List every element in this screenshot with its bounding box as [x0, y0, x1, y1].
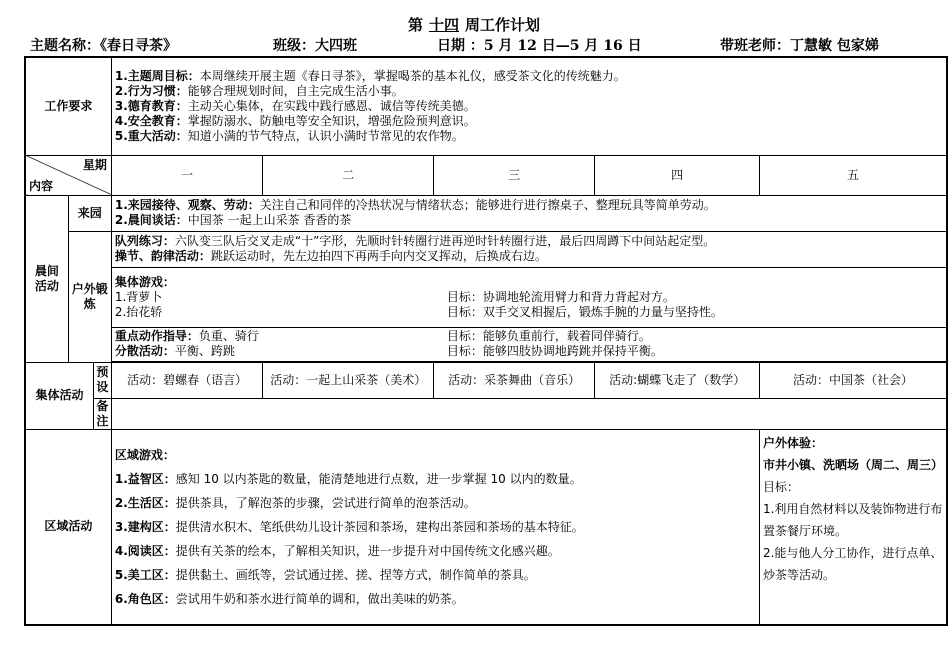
weekday-wed: 三: [433, 155, 595, 195]
area-games: 区域游戏： 1.益智区：感知 10 以内茶匙的数量，能清楚地进行点数，进一步掌握 10 以内的数量。 2.生活区：提供茶具，了解泡茶的步骤，尝试进行简单的泡茶活动。 3.建构区：提供清水积木、笔纸供幼儿设计茶园和茶场，建构出茶园和茶场的基本特征。 4.阅读区：提供有关茶的绘本，了解相关知识，进一步提升对中国传统文化感兴趣。 5.美工区：提供黏土、画纸等，尝试通过搓、搓、捏等方式，制作简单的茶具。 6.角色区：尝试用牛奶和茶水进行简单的调和，做出美味的奶茶。: [111, 429, 759, 625]
title-week-number: 十四: [428, 16, 459, 34]
page-title: [0, 14, 948, 35]
activity-mon: 活动：碧螺春（语言）: [111, 362, 263, 398]
activity-fri: 活动：中国茶（社会）: [759, 362, 947, 398]
arrival-label: 来园: [68, 195, 111, 231]
collective-activity-label: 集体活动: [25, 362, 93, 429]
area-item-art: 5.美工区：提供黏土、画纸等，尝试通过搓、搓、捏等方式，制作简单的茶具。: [114, 567, 536, 582]
header-row: [30, 35, 920, 55]
area-item-life: 2.生活区：提供茶具，了解泡茶的步骤，尝试进行简单的泡茶活动。: [114, 495, 476, 510]
activity-thu: 活动:蝴蝶飞走了（数学）: [595, 362, 760, 398]
activity-wed: 活动：采茶舞曲（音乐）: [433, 362, 595, 398]
work-requirements-label: 工作要求: [25, 57, 111, 155]
theme-name: 主题名称：《春日寻茶》: [30, 38, 177, 54]
morning-activity-label: 晨间活动: [25, 195, 68, 362]
class-name: 班级：大四班: [273, 38, 357, 54]
weekday-mon: 一: [111, 155, 263, 195]
area-item-role: 6.角色区：尝试用牛奶和茶水进行简单的调和，做出美味的奶茶。: [114, 591, 464, 606]
corner-content: 内容: [29, 178, 54, 193]
title-prefix: 第: [407, 16, 423, 34]
area-activity-label: 区域活动: [25, 429, 111, 625]
work-item-goal: 1.主题周目标：本周继续开展主题《春日寻茶》，掌握喝茶的基本礼仪，感受茶文化的传统魅力。: [114, 68, 626, 83]
activity-tue: 活动：一起上山采茶（美术）: [263, 362, 433, 398]
date-range: 日期 ：5 月 12 日—5 月 16 日: [437, 38, 642, 54]
outdoor-experience: 户外体验： 市井小镇、洗晒场（周二、周三） 目标： 1.利用自然材料以及装饰物进行布置茶餐厅环境。 2.能与他人分工协作，进行点单、炒茶等活动。: [759, 429, 947, 625]
group-games: 集体游戏： 1.背萝卜 目标：协调地轮流用臂力和背力背起对方。 2.抬花轿 目标：双手交叉相握后，锻炼手腕的力量与坚持性。: [111, 267, 947, 327]
area-item-puzzle: 1.益智区：感知 10 以内茶匙的数量，能清楚地进行点数，进一步掌握 10 以内的数量。: [114, 471, 582, 486]
outdoor-exercise-label: 户外锻炼: [68, 231, 111, 362]
area-item-reading: 4.阅读区：提供有关茶的绘本，了解相关知识，进一步提升对中国传统文化感兴趣。: [114, 543, 560, 558]
work-item-events: 5.重大活动：知道小满的节气特点，认识小满时节常见的农作物。: [114, 128, 464, 143]
game-item: 2.抬花轿 目标：双手交叉相握后，锻炼手腕的力量与坚持性。: [114, 304, 723, 319]
title-suffix: 周工作计划: [465, 16, 541, 34]
drill-content: 队列练习：六队变三队后交叉走成“十”字形，先顺时针转圈行进再逆时针转圈行进，最后四周蹲下中间站起定型。 操节、韵律活动：跳跃运动时，先左边拍四下再两手向内交叉挥动，后换成右边。: [111, 231, 947, 267]
game-item: 1.背萝卜 目标：协调地轮流用臂力和背力背起对方。: [114, 289, 675, 304]
arrival-content: 1.来园接待、观察、劳动：关注自己和同伴的冷热状况与情绪状态；能够进行进行擦桌子、整理玩具等简单劳动。 2.晨间谈话：中国茶 一起上山采茶 香香的茶: [111, 195, 947, 231]
preset-label: 预设: [93, 362, 111, 398]
work-item-moral: 3.德育教育：主动关心集体，在实践中践行感恩、诚信等传统美德。: [114, 98, 476, 113]
teachers: 带班老师：丁慧敏 包家娣: [720, 38, 879, 54]
notes-label: 备注: [93, 398, 111, 429]
work-item-habits: 2.行为习惯：能够合理规划时间，自主完成生活小事。: [114, 83, 404, 98]
work-item-safety: 4.安全教育：掌握防溺水、防触电等安全知识，增强危险预判意识。: [114, 113, 476, 128]
area-item-building: 3.建构区：提供清水积木、笔纸供幼儿设计茶园和茶场，建构出茶园和茶场的基本特征。: [114, 519, 584, 534]
weekday-tue: 二: [263, 155, 433, 195]
notes-content: [111, 398, 947, 429]
week-plan-table: [24, 56, 948, 626]
weekday-thu: 四: [595, 155, 760, 195]
work-requirements: [111, 57, 947, 155]
weekday-corner-cell: [25, 155, 111, 195]
corner-weekday: 星期: [82, 157, 107, 172]
action-guidance: 重点动作指导：负重、骑行 目标：能够负重前行，载着同伴骑行。 分散活动：平衡、跨跳 目标：能够四肢协调地跨跳并保持平衡。: [111, 327, 947, 361]
weekday-fri: 五: [759, 155, 947, 195]
